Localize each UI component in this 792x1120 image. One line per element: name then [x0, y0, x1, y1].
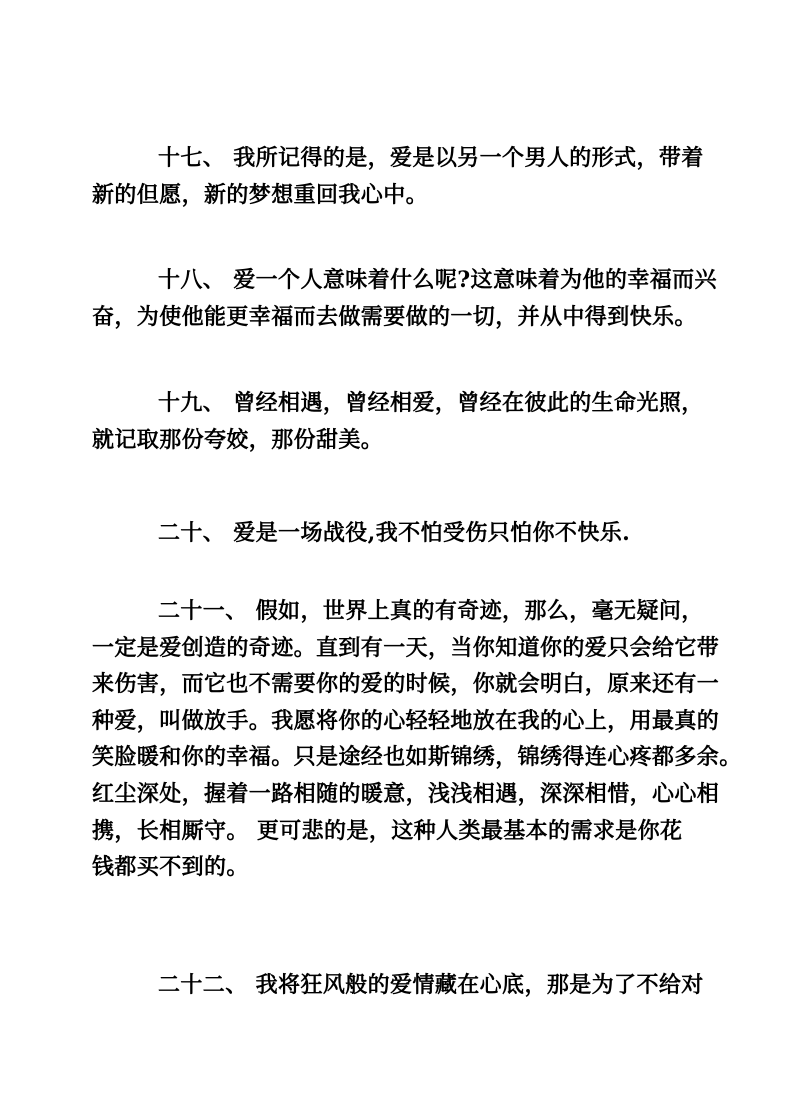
paragraph-18: [92, 262, 717, 335]
paragraph-22: [92, 967, 704, 1004]
paragraph-line: 二十一、 假如，世界上真的有奇迹，那么，毫无疑问，: [158, 598, 704, 624]
paragraph-line: 就记取那份夸姣，那份甜美。: [92, 426, 384, 453]
paragraph-line: 十八、 爱一个人意味着什么呢?这意味着为他的幸福而兴: [158, 267, 717, 293]
paragraph-line: 二十、 爱是一场战役,我不怕受伤只怕你不快乐.: [158, 520, 631, 546]
paragraph-line: 种爱，叫做放手。我愿将你的心轻轻地放在我的心上，用最真的: [92, 707, 720, 734]
paragraph-line: 奋，为使他能更幸福而去做需要做的一切，并从中得到快乐。: [92, 303, 697, 330]
paragraph-17: [92, 140, 704, 213]
paragraph-line: 新的但愿，新的梦想重回我心中。: [92, 181, 429, 208]
paragraph-line: 笑脸暖和你的幸福。只是途经也如斯锦绣，锦绣得连心疼都多余。: [92, 744, 742, 771]
paragraph-21: [92, 593, 742, 886]
paragraph-line: 十九、 曾经相遇，曾经相爱，曾经在彼此的生命光照，: [158, 390, 704, 416]
paragraph-line: 一定是爱创造的奇迹。直到有一天，当你知道你的爱只会给它带: [92, 634, 720, 661]
paragraph-line: 携，长相厮守。 更可悲的是，这种人类最基本的需求是你花: [92, 817, 683, 844]
paragraph-line: 来伤害，而它也不需要你的爱的时候，你就会明白，原来还有一: [92, 671, 720, 698]
paragraph-line: 十七、 我所记得的是，爱是以另一个男人的形式，带着: [158, 145, 704, 171]
paragraph-line: 红尘深处，握着一路相随的暖意，浅浅相遇，深深相惜，心心相: [92, 780, 720, 807]
paragraph-line: 钱都买不到的。: [92, 854, 249, 881]
paragraph-line: 二十二、 我将狂风般的爱情藏在心底，那是为了不给对: [158, 972, 704, 998]
paragraph-20: [92, 515, 704, 552]
paragraph-19: [92, 385, 704, 458]
